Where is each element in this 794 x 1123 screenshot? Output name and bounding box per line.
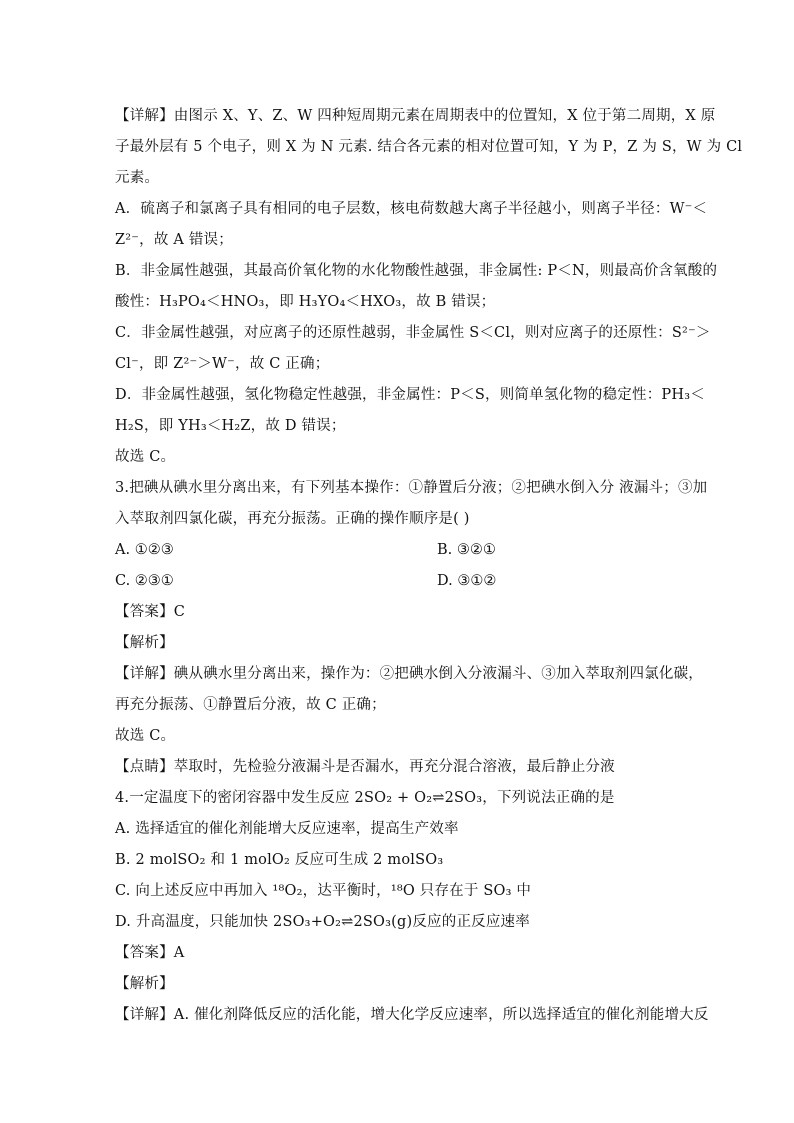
- text-line: B．非金属性越强，其最高价氧化物的水化物酸性越强，非金属性: P＜N，则最高价含氧酸的: [115, 263, 718, 279]
- q4-option-c: C. 向上述反应中再加入 ¹⁸O₂，达平衡时，¹⁸O 只存在于 SO₃ 中: [115, 883, 532, 899]
- q3-option-b: B. ③②①: [437, 542, 496, 558]
- text-line: C．非金属性越强，对应离子的还原性越弱，非金属性 S＜Cl，则对应离子的还原性：S²⁻＞: [115, 325, 711, 341]
- answer-label: 【答案】A: [115, 945, 185, 961]
- q3-option-d: D. ③①②: [437, 573, 497, 589]
- q4-option-d: D. 升高温度，只能加快 2SO₃+O₂⇌2SO₃(g)反应的正反应速率: [115, 914, 530, 930]
- question-3-stem: 3.把碘从碘水里分离出来，有下列基本操作：①静置后分液；②把碘水倒入分 液漏斗；③加: [115, 480, 708, 496]
- text-line: 元素。: [115, 170, 160, 186]
- text-line: Cl⁻，即 Z²⁻＞W⁻，故 C 正确；: [115, 356, 330, 372]
- text-line: H₂S，即 YH₃＜H₂Z，故 D 错误；: [115, 418, 346, 434]
- text-line: 【详解】由图示 X、Y、Z、W 四种短周期元素在周期表中的位置知，X 位于第二周期，X 原: [115, 108, 716, 124]
- text-line: A．硫离子和氯离子具有相同的电子层数，核电荷数越大离子半径越小，则离子半径：W⁻＜: [115, 201, 708, 217]
- text-line: Z²⁻，故 A 错误；: [115, 232, 233, 248]
- answer-label: 【答案】C: [115, 604, 186, 620]
- text-line: D．非金属性越强，氢化物稳定性越强，非金属性：P＜S，则简单氢化物的稳定性：PH₃＜: [115, 387, 705, 403]
- text-line: 子最外层有 5 个电子，则 X 为 N 元素. 结合各元素的相对位置可知，Y 为 P，Z 为 S，W 为 Cl: [115, 139, 743, 155]
- text-line: 【详解】碘从碘水里分离出来，操作为：②把碘水倒入分液漏斗、③加入萃取剂四氯化碳，: [115, 666, 703, 682]
- analysis-label: 【解析】: [115, 635, 174, 651]
- text-line: 酸性：H₃PO₄＜HNO₃，即 H₃YO₄＜HXO₃，故 B 错误；: [115, 294, 496, 310]
- text-line: 再充分振荡、①静置后分液，故 C 正确；: [115, 697, 386, 713]
- analysis-label: 【解析】: [115, 976, 174, 992]
- text-line: 故选 C。: [115, 728, 176, 744]
- text-line: 【详解】A. 催化剂降低反应的活化能，增大化学反应速率，所以选择适宜的催化剂能增大反: [115, 1007, 709, 1023]
- q3-option-c: C. ②③①: [115, 573, 174, 589]
- text-line: 故选 C。: [115, 449, 176, 465]
- q4-option-b: B. 2 molSO₂ 和 1 molO₂ 反应可生成 2 molSO₃: [115, 852, 444, 868]
- question-3-stem: 入萃取剂四氯化碳，再充分振荡。正确的操作顺序是( ): [115, 511, 470, 527]
- question-4-stem: 4.一定温度下的密闭容器中发生反应 2SO₂ + O₂⇌2SO₃，下列说法正确的是: [115, 790, 615, 806]
- text-line: 【点睛】萃取时，先检验分液漏斗是否漏水，再充分混合溶液，最后静止分液: [115, 759, 615, 775]
- q3-option-a: A. ①②③: [115, 542, 174, 558]
- q4-option-a: A. 选择适宜的催化剂能增大反应速率，提高生产效率: [115, 821, 459, 837]
